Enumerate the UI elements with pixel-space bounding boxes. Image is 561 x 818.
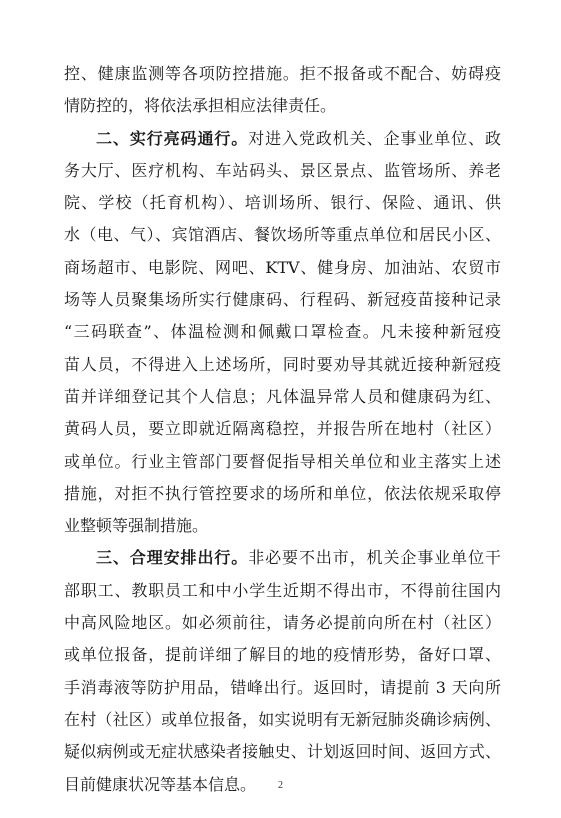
text-line: 手消毒液等防护用品，错峰出行。返回时，请提前 3 天向所 xyxy=(64,677,501,697)
text-line: 苗人员，不得进入上述场所，同时要劝导其就近接种新冠疫 xyxy=(64,354,501,374)
text-line: 水（电、气）、宾馆酒店、餐饮场所等重点单位和居民小区、 xyxy=(64,225,501,245)
document-body xyxy=(64,58,501,801)
text-line: 措施，对拒不执行管控要求的场所和单位，依法依规采取停 xyxy=(64,483,501,503)
paragraph-1 xyxy=(64,58,501,123)
text-line: 控、健康监测等各项防控措施。拒不报备或不配合、妨碍疫 xyxy=(64,64,501,83)
paragraph-2 xyxy=(64,123,501,543)
text-line: 场等人员聚集场所实行健康码、行程码、新冠疫苗接种记录 xyxy=(64,290,501,310)
text-line: 目前健康状况等基本信息。 xyxy=(64,774,257,794)
text-line: 业整顿等强制措施。 xyxy=(64,516,209,536)
text-line: 在村（社区）或单位报备，如实说明有无新冠肺炎确诊病例、 xyxy=(64,709,501,729)
text-line: 商场超市、电影院、网吧、KTV、健身房、加油站、农贸市 xyxy=(64,257,501,277)
text-line: 务大厅、医疗机构、车站码头、景区景点、监管场所、养老 xyxy=(64,160,501,180)
section-heading: 三、合理安排出行。 xyxy=(96,548,249,568)
text-line: 情防控的，将依法承担相应法律责任。 xyxy=(64,96,337,116)
text-run: 对进入党政机关、企事业单位、政 xyxy=(248,128,501,148)
text-line: 部职工、教职员工和中小学生近期不得出市，不得前往国内 xyxy=(64,580,501,600)
text-line: 黄码人员，要立即就近隔离稳控，并报告所在地村（社区） xyxy=(64,419,501,439)
text-run: 非必要不出市，机关企事业单位干 xyxy=(248,548,501,568)
text-line: 苗并详细登记其个人信息；凡体温异常人员和健康码为红、 xyxy=(64,386,501,406)
text-line: 或单位。行业主管部门要督促指导相关单位和业主落实上述 xyxy=(64,451,501,471)
section-heading: 二、实行亮码通行。 xyxy=(96,128,249,148)
text-line: 疑似病例或无症状感染者接触史、计划返回时间、返回方式、 xyxy=(64,742,501,762)
text-line: 或单位报备，提前详细了解目的地的疫情形势，备好口罩、 xyxy=(64,645,501,665)
text-line: “三码联查”、体温检测和佩戴口罩检查。凡未接种新冠疫 xyxy=(64,322,501,342)
text-line xyxy=(64,542,501,574)
text-line: 院、学校（托育机构）、培训场所、银行、保险、通讯、供 xyxy=(64,193,501,213)
paragraph-3 xyxy=(64,542,501,800)
text-line xyxy=(64,123,501,155)
page-number: 2 xyxy=(278,780,283,791)
text-line: 中高风险地区。如必须前往，请务必提前向所在村（社区） xyxy=(64,613,501,633)
